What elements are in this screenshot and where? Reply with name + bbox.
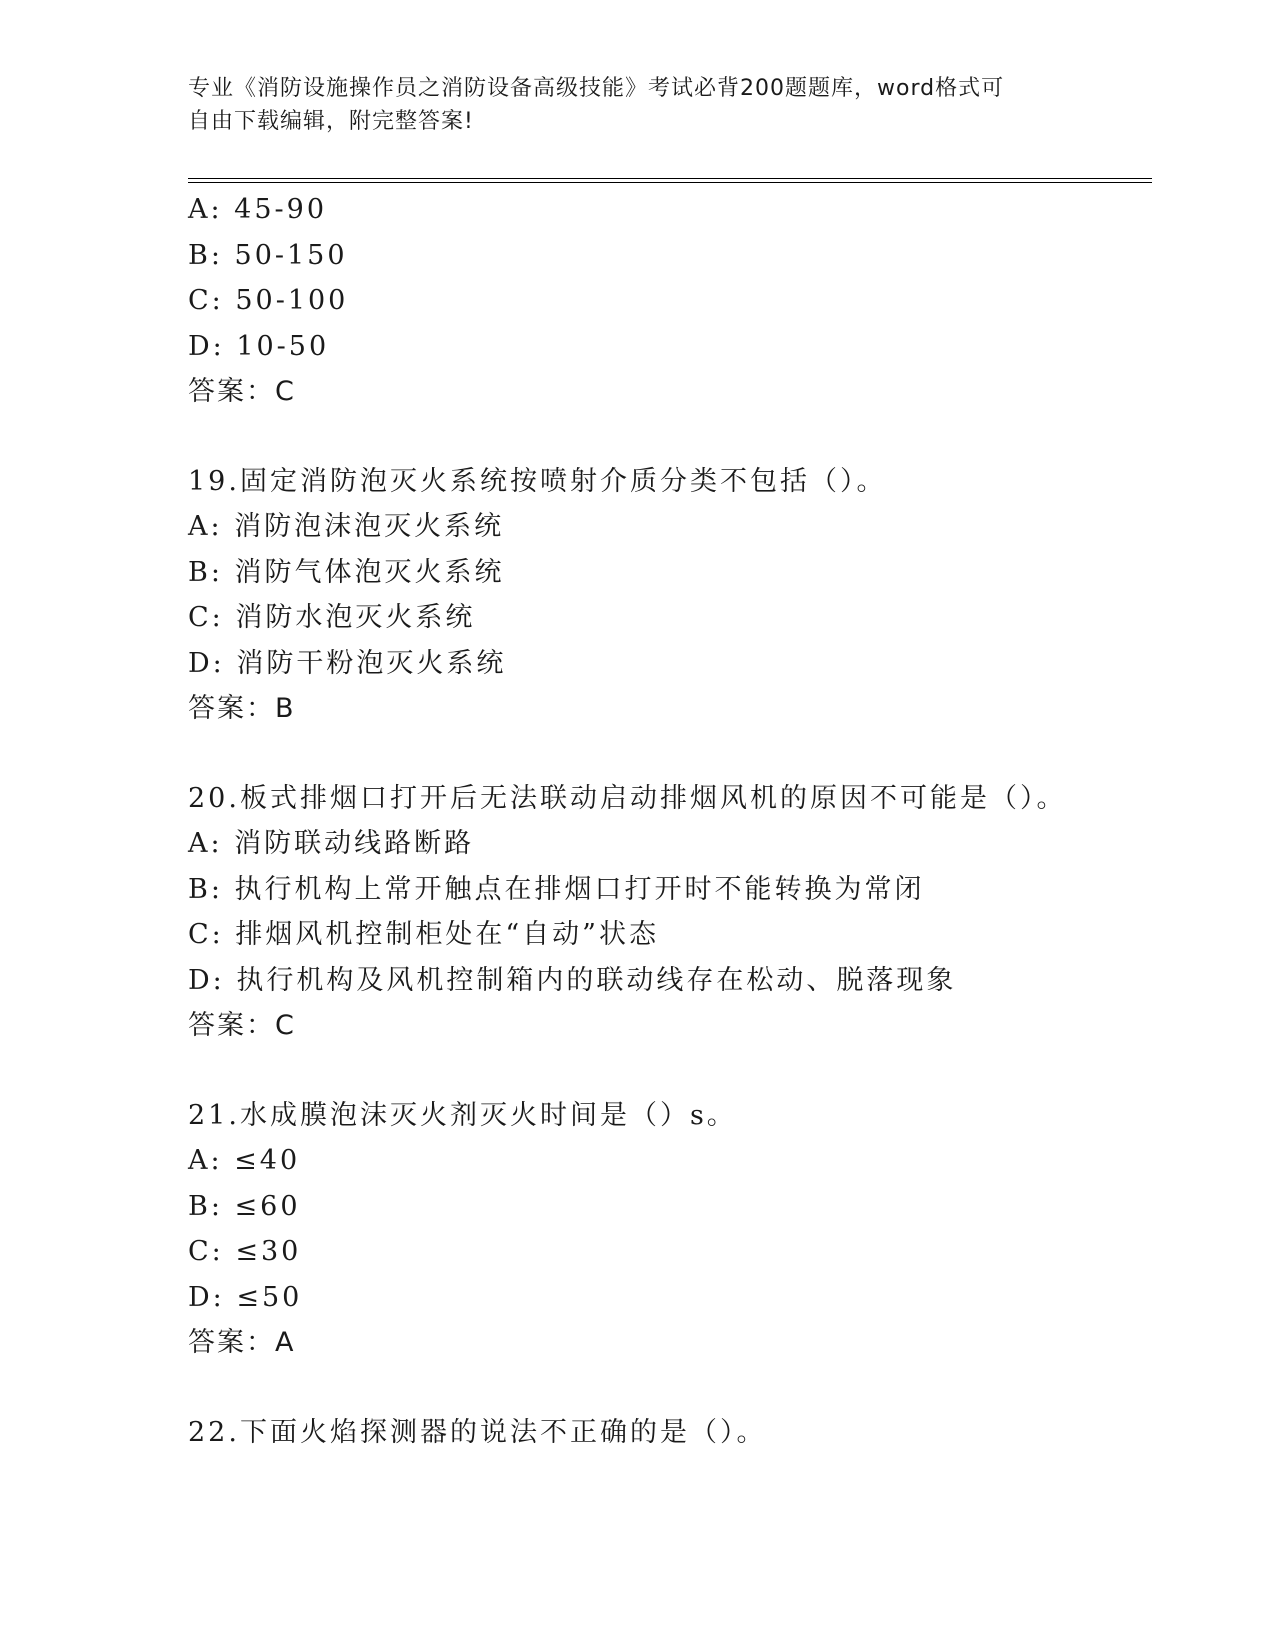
question-text: 20.板式排烟口打开后无法联动启动排烟风机的原因不可能是（）。 <box>188 782 1067 814</box>
option-a: A: 消防联动线路断路 <box>188 828 475 859</box>
question-block-20 <box>188 776 1148 1049</box>
option-a: A: ≤40 <box>188 1145 301 1176</box>
option-b: B: ≤60 <box>188 1190 301 1222</box>
option-d: D: ≤50 <box>188 1281 303 1313</box>
option-d: D: 10-50 <box>188 330 330 362</box>
header-divider-top <box>188 178 1152 179</box>
option-c: C: 50-100 <box>188 285 349 316</box>
option-b: B: 50-150 <box>188 239 348 271</box>
question-block-22 <box>188 1410 1148 1456</box>
option-d: D: 消防干粉泡灭火系统 <box>188 647 507 679</box>
header-line-1: 专业《消防设施操作员之消防设备高级技能》考试必背200题题库，word格式可 <box>188 76 1005 101</box>
option-b: B: 消防气体泡灭火系统 <box>188 556 505 588</box>
question-list <box>188 187 1148 1455</box>
option-c: C: ≤30 <box>188 1236 302 1267</box>
option-d: D: 执行机构及风机控制箱内的联动线存在松动、脱落现象 <box>188 964 957 996</box>
answer-line: 答案：A <box>188 1327 296 1358</box>
answer-line: 答案：B <box>188 693 296 724</box>
document-header <box>188 72 1088 138</box>
question-text: 22.下面火焰探测器的说法不正确的是（）。 <box>188 1416 767 1448</box>
question-text: 19.固定消防泡灭火系统按喷射介质分类不包括（）。 <box>188 465 887 497</box>
answer-line: 答案：C <box>188 376 296 407</box>
question-text: 21.水成膜泡沫灭火剂灭火时间是（）s。 <box>188 1099 737 1131</box>
header-line-2: 自由下载编辑，附完整答案! <box>188 109 474 134</box>
option-a: A: 消防泡沫泡灭火系统 <box>188 511 505 542</box>
option-a: A: 45-90 <box>188 194 328 225</box>
option-b: B: 执行机构上常开触点在排烟口打开时不能转换为常闭 <box>188 873 925 905</box>
question-block-21 <box>188 1093 1148 1366</box>
option-c: C: 排烟风机控制柜处在“自动”状态 <box>188 919 659 950</box>
option-c: C: 消防水泡灭火系统 <box>188 602 476 633</box>
answer-line: 答案：C <box>188 1010 296 1041</box>
header-divider-bottom <box>188 182 1152 183</box>
question-block-18 <box>188 187 1148 415</box>
question-block-19 <box>188 459 1148 732</box>
